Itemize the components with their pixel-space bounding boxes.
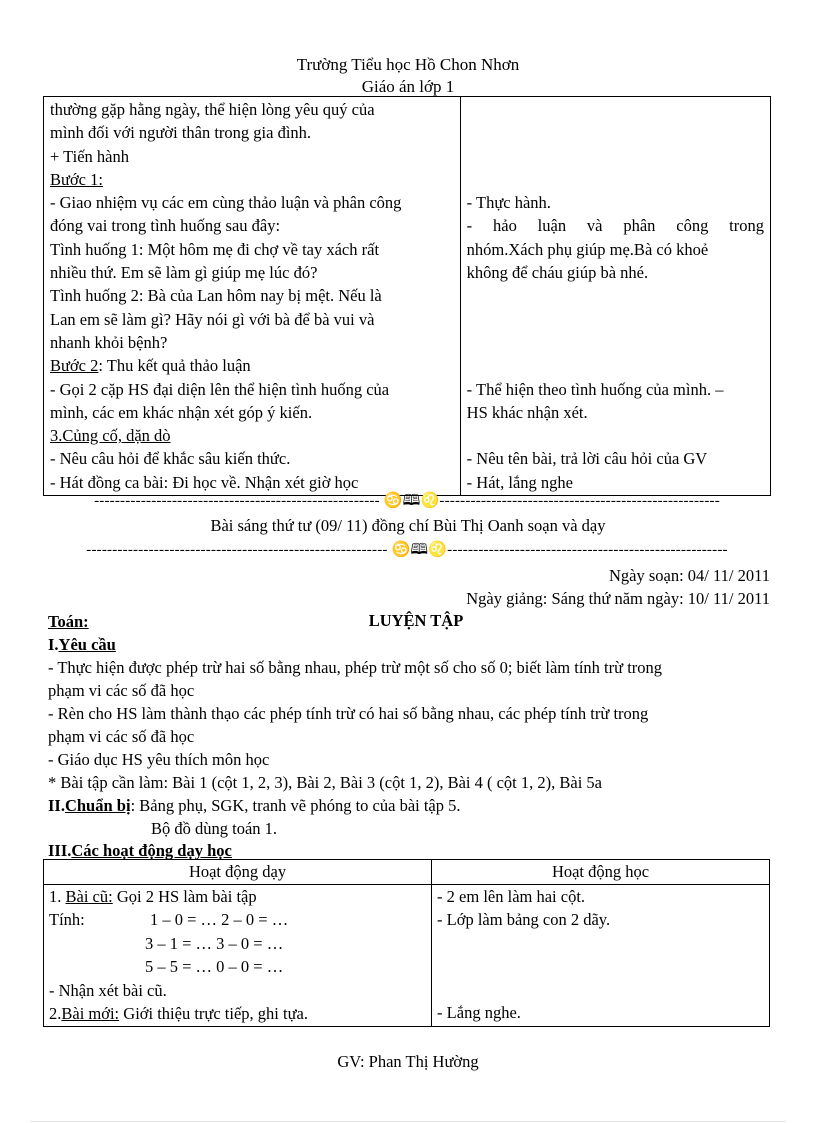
subject-label: Toán: bbox=[48, 612, 89, 631]
text-line: nhiều thứ. Em sẽ làm gì giúp mẹ lúc đó? bbox=[50, 263, 318, 283]
activities-table bbox=[43, 859, 770, 1027]
text-line: + Tiến hành bbox=[50, 146, 129, 166]
activity-table-continued bbox=[43, 96, 771, 496]
text-line: - Gọi 2 cặp HS đại diện lên thể hiện tình huống của bbox=[50, 379, 390, 399]
table-row bbox=[44, 97, 771, 496]
prep-date: Ngày soạn: 04/ 11/ 2011 bbox=[608, 566, 770, 585]
text-line: - Hát đồng ca bài: Đi học về. Nhận xét giờ học bbox=[50, 472, 359, 492]
section-heading: Chuẩn bị bbox=[64, 796, 131, 815]
step-2-heading: Bước 2 bbox=[50, 356, 99, 376]
text-span: Gọi 2 HS làm bài tập bbox=[112, 886, 257, 906]
text-line: mình đối với người thân trong gia đình. bbox=[50, 123, 312, 143]
student-activity-cell bbox=[460, 97, 770, 496]
table-row bbox=[44, 884, 770, 1026]
text-line: - Nhận xét bài cũ. bbox=[49, 980, 167, 1000]
section-requirements-heading bbox=[48, 633, 778, 657]
section-number: III. bbox=[48, 841, 72, 860]
text-span: Giới thiệu trực tiếp, ghi tựa. bbox=[119, 1004, 308, 1023]
text-line: mình, các em khác nhận xét góp ý kiến. bbox=[50, 402, 313, 422]
text-line: - Lắng nghe. bbox=[437, 1003, 521, 1023]
requirement-item: - Rèn cho HS làm thành thạo các phép tính trừ có hai số bằng nhau, các phép tính trừ trong bbox=[48, 704, 649, 723]
math-expression: 1 – 0 = … 2 – 0 = … bbox=[150, 910, 289, 929]
new-lesson-line bbox=[49, 1002, 426, 1026]
step-2-line bbox=[50, 354, 454, 377]
text-line: Lan em sẽ làm gì? Hãy nói gì với bà để bà vui và bbox=[50, 309, 375, 329]
preparation-text: : Bảng phụ, SGK, tranh vẽ phóng to của bài tập 5. bbox=[130, 796, 461, 815]
section-heading: Các hoạt động dạy học bbox=[71, 841, 232, 860]
consolidation-heading: 3.Củng cố, dặn dò bbox=[50, 426, 171, 446]
school-name: Trường Tiểu học Hồ Chon Nhơn bbox=[296, 55, 520, 74]
text-line: nhanh khỏi bệnh? bbox=[50, 332, 168, 352]
teach-date: Ngày giảng: Sáng thứ năm ngày: 10/ 11/ 2011 bbox=[466, 589, 770, 608]
page-edge bbox=[30, 1121, 786, 1122]
text-line: - Thể hiện theo tình huống của mình. – bbox=[466, 379, 724, 399]
text-span: 2. bbox=[49, 1004, 62, 1023]
text-line: không để cháu giúp bà nhé. bbox=[466, 263, 649, 283]
text-line: - Thực hành. bbox=[466, 193, 551, 213]
teacher-name-footer: GV: Phan Thị Hường bbox=[337, 1052, 479, 1071]
math-expression: 3 – 1 = … 3 – 0 = … bbox=[145, 933, 284, 953]
text-line: - Giao nhiệm vụ các em cùng thảo luận và phân công bbox=[50, 193, 402, 213]
requirement-item: - Giáo dục HS yêu thích môn học bbox=[48, 750, 270, 769]
text-line: - Lớp làm bảng con 2 dãy. bbox=[437, 910, 611, 929]
lesson-grade: Giáo án lớp 1 bbox=[361, 77, 455, 96]
compute-label: Tính: bbox=[49, 910, 85, 929]
new-lesson-label: Bài mới: bbox=[61, 1004, 120, 1023]
teacher-activity-cell bbox=[44, 884, 432, 1026]
text-line: HS khác nhận xét. bbox=[466, 402, 588, 422]
math-row bbox=[49, 908, 426, 932]
exercise-list: * Bài tập cần làm: Bài 1 (cột 1, 2, 3), Bài 2, Bài 3 (cột 1, 2), Bài 4 ( cột 1, 2), Bài 5a bbox=[48, 773, 602, 792]
column-header-teacher: Hoạt động dạy bbox=[44, 860, 432, 885]
column-header-student: Hoạt động học bbox=[432, 860, 770, 885]
section-number: I. bbox=[48, 635, 59, 654]
old-lesson-line bbox=[49, 885, 426, 909]
text-span: 1. bbox=[49, 886, 66, 906]
requirement-item: - Thực hiện được phép trừ hai số bằng nhau, phép trừ một số cho số 0; biết làm tính trừ trong bbox=[48, 658, 663, 677]
requirement-item: phạm vi các số đã học bbox=[48, 727, 195, 746]
text-line: Tình huống 1: Một hôm mẹ đi chợ về tay xách rất bbox=[50, 239, 380, 259]
section-preparation bbox=[48, 794, 778, 818]
section-number: II. bbox=[48, 796, 65, 815]
section-heading: Yêu cầu bbox=[58, 635, 116, 654]
separator-line: ------------------------------------------------------- ♋🕮♌------------------------------------------------------ bbox=[94, 493, 720, 509]
lesson-title: LUYỆN TẬP bbox=[368, 611, 464, 630]
requirement-item: phạm vi các số đã học bbox=[48, 681, 195, 700]
text-line: thường gặp hằng ngày, thể hiện lòng yêu quý của bbox=[50, 100, 375, 119]
text-line: Tình huống 2: Bà của Lan hôm nay bị mệt. Nếu là bbox=[50, 286, 382, 306]
text-line: - Nêu tên bài, trả lời câu hỏi của GV bbox=[466, 449, 708, 469]
teacher-activity-cell bbox=[44, 97, 461, 496]
text-line: - hảo luận và phân công trong bbox=[466, 216, 764, 236]
preparation-text: Bộ đồ dùng toán 1. bbox=[151, 819, 278, 838]
separator-line: ---------------------------------------------------------- ♋🕮♌------------------------------------------------------ bbox=[86, 542, 728, 558]
old-lesson-label: Bài cũ: bbox=[65, 886, 113, 906]
step-1-heading: Bước 1: bbox=[50, 169, 103, 189]
text-line: - 2 em lên làm hai cột. bbox=[437, 886, 586, 906]
math-expression: 5 – 5 = … 0 – 0 = … bbox=[145, 957, 284, 976]
student-activity-cell bbox=[432, 884, 770, 1026]
lesson-note: Bài sáng thứ tư (09/ 11) đồng chí Bùi Thị Oanh soạn và dạy bbox=[210, 516, 606, 535]
text-line: đóng vai trong tình huống sau đây: bbox=[50, 216, 281, 236]
text-line: nhóm.Xách phụ giúp mẹ.Bà có khoẻ bbox=[466, 239, 709, 259]
text-span: : Thu kết quả thảo luận bbox=[98, 356, 251, 376]
table-header-row bbox=[44, 860, 770, 885]
text-line: - Nêu câu hỏi để khắc sâu kiến thức. bbox=[50, 449, 291, 469]
text-line: - Hát, lắng nghe bbox=[466, 472, 573, 492]
